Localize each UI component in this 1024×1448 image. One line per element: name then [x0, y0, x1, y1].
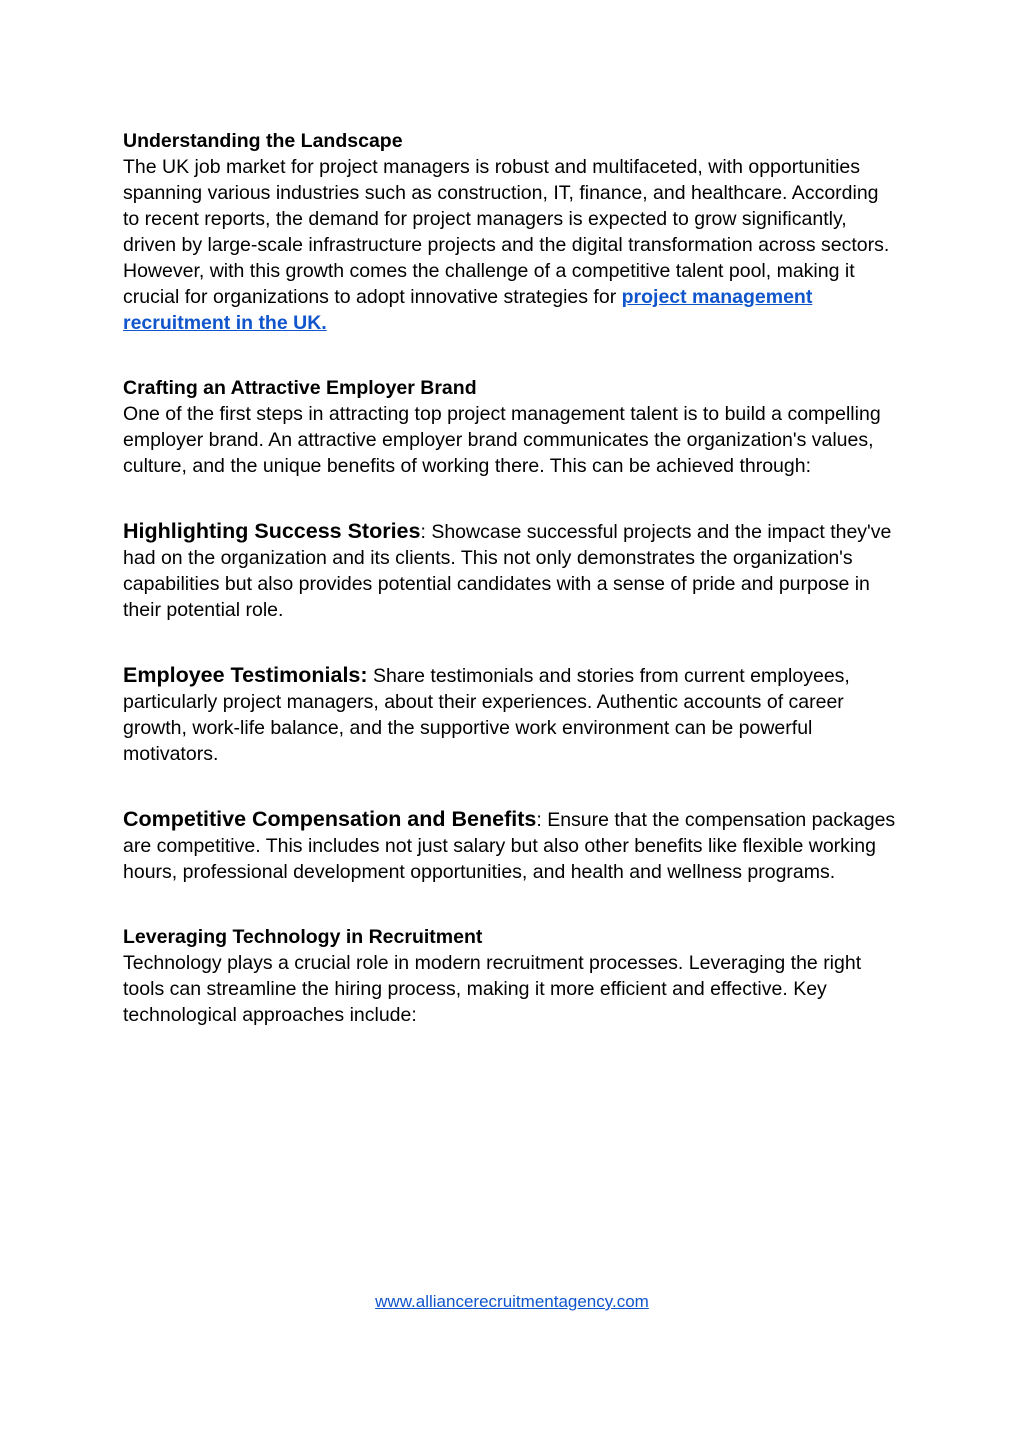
section-employer-brand [123, 375, 900, 479]
page-footer [0, 1292, 1024, 1312]
paragraph-understanding-landscape [123, 154, 900, 336]
section-success-stories [123, 518, 900, 623]
paragraph-success-stories [123, 518, 900, 623]
paragraph-employer-brand: One of the first steps in attracting top project management talent is to build a compelling employer brand. An attractive employer brand communicates the organization's values, culture, and the unique benefits of working there. This can be achieved through: [123, 403, 881, 477]
paragraph-compensation-benefits [123, 806, 900, 885]
heading-technology-recruitment: Leveraging Technology in Recruitment [123, 926, 483, 948]
separator: : [536, 809, 548, 831]
paragraph-employee-testimonials [123, 662, 900, 767]
runin-heading-compensation-benefits: Competitive Compensation and Benefits [123, 807, 537, 831]
project-management-recruitment-link[interactable]: project management recruitment in the UK. [123, 286, 813, 334]
paragraph-technology-recruitment: Technology plays a crucial role in modern recruitment processes. Leveraging the right tools can streamline the hiring process, making it more efficient and effective. Key technological approaches include: [123, 952, 862, 1026]
body-text: The UK job market for project managers is robust and multifaceted, with opportunities spanning various industries such as construction, IT, finance, and healthcare. According to recent reports, the demand for project managers is expected to grow significantly, driven by large-scale infrastructure projects and the digital transformation across sectors. However, with this growth comes the challenge of a competitive talent pool, making it crucial for organizations to adopt innovative strategies for [123, 156, 890, 308]
separator: : [420, 521, 432, 543]
heading-employer-brand: Crafting an Attractive Employer Brand [123, 377, 477, 399]
body-text: Share testimonials and stories from current employees, particularly project managers, about their experiences. Authentic accounts of career growth, work-life balance, and the supportive work environment can be powerful motivators. [123, 665, 850, 765]
body-text: Showcase successful projects and the impact they've had on the organization and its clients. This not only demonstrates the organization's capabilities but also provides potential candidates with a sense of pride and purpose in their potential role. [123, 521, 892, 621]
footer-website-link[interactable]: www.alliancerecruitmentagency.com [375, 1292, 649, 1311]
section-employee-testimonials [123, 662, 900, 767]
body-text: Ensure that the compensation packages are competitive. This includes not just salary but also other benefits like flexible working hours, professional development opportunities, and health and wellness programs. [123, 809, 896, 883]
runin-heading-success-stories: Highlighting Success Stories [123, 519, 421, 543]
section-understanding-landscape [123, 128, 900, 336]
runin-heading-employee-testimonials: Employee Testimonials: [123, 663, 368, 687]
heading-understanding-landscape: Understanding the Landscape [123, 130, 403, 152]
section-technology-recruitment [123, 924, 900, 1028]
section-compensation-benefits [123, 806, 900, 885]
